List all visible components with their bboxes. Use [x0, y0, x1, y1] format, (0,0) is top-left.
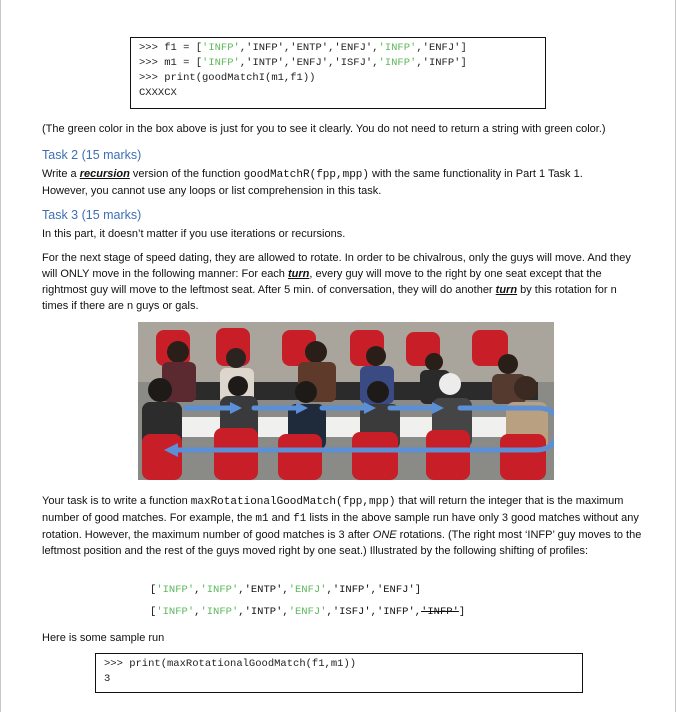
profile-row1-item: 'INFP' — [200, 584, 239, 596]
profile-row1-item: 'INFP' — [332, 584, 371, 596]
struck-profile: 'INFP' — [421, 606, 459, 618]
sample-code-output: 3 — [104, 673, 111, 685]
code-sample-box — [130, 37, 546, 109]
profile-row1-item: 'ENTP' — [244, 584, 283, 596]
profile-row2-item: 'ENFJ' — [288, 606, 327, 618]
profile-row1-item: 'ENFJ' — [376, 584, 415, 596]
sample-run-code-box — [95, 653, 583, 693]
task2-heading: Task 2 (15 marks) — [42, 148, 142, 162]
profile-row2-item: 'ISFJ' — [332, 606, 371, 618]
f1-list-item: 'INFP' — [378, 42, 417, 54]
profiles-row-1: ['INFP','INFP','ENTP','ENFJ','INFP','ENFJ'] — [150, 584, 422, 596]
task3-rotation-rules: For the next stage of speed dating, they are allowed to rotate. In order to be chivalrous, only the guys will move. And they will ONLY move in the following manner: For each turn, every guy will move to the right by one seat except that the rightmost guy will move to the leftmost seat. After 5 min. of conversation, they will do another turn by this rotation for n times if there are n guys or gals. — [42, 252, 631, 312]
profiles-row-2-items: 'INFP','INFP','INTP','ENFJ','ISFJ','INFP' — [156, 606, 415, 618]
profiles-row-2: ['INFP','INFP','INTP','ENFJ','ISFJ','INFP','INFP'] — [150, 606, 466, 618]
task3-intro: In this part, it doesn’t matter if you use iterations or recursions. — [42, 228, 346, 240]
f1-list-item: 'INFP' — [202, 42, 240, 54]
m1-list-item: 'INFP' — [422, 57, 461, 69]
m1-list-item: 'INTP' — [246, 57, 284, 69]
m1-list-item: 'INFP' — [378, 57, 417, 69]
sample-code-line: >>> print(maxRotationalGoodMatch(f1,m1)) — [104, 658, 357, 670]
profile-row2-item: 'INFP' — [200, 606, 239, 618]
profile-row2-item: 'INFP' — [376, 606, 415, 618]
f1-list-item: 'ENFJ' — [334, 42, 373, 54]
profile-row1-item: 'ENFJ' — [288, 584, 327, 596]
task-description: Your task is to write a function maxRotationalGoodMatch(fpp,mpp) that will return the integer that is the maximum number of good matches. For example, the m1 and f1 lists in the above sample run have only 3 good matches without any rotation. However, the maximum number of good matches is 3 after ONE rotations. (The right most ‘INFP’ guy moves to the leftmost position and the rest of the guys moved right by one seat.) Illustrated by the following shifting of profiles: — [42, 495, 642, 557]
m1-list-item: 'ISFJ' — [334, 57, 373, 69]
m1-list-items: 'INFP','INTP','ENFJ','ISFJ','INFP','INFP' — [202, 57, 461, 69]
profile-row2-item: 'INFP' — [156, 606, 195, 618]
speed-dating-rotation-photo — [138, 322, 554, 480]
code-line-f1: >>> f1 = ['INFP','INFP','ENTP','ENFJ','INFP','ENFJ'] — [139, 42, 467, 54]
code-line-print: >>> print(goodMatchI(m1,f1)) — [139, 72, 316, 84]
green-color-note: (The green color in the box above is just for you to see it clearly. You do not need to return a string with green color.) — [42, 123, 606, 135]
f1-list-item: 'INFP' — [246, 42, 284, 54]
profile-row2-item: 'INTP' — [244, 606, 283, 618]
f1-list-item: 'ENFJ' — [422, 42, 461, 54]
task3-heading: Task 3 (15 marks) — [42, 208, 142, 222]
m1-list-item: 'ENFJ' — [290, 57, 329, 69]
code-line-output: CXXXCX — [139, 87, 177, 99]
f1-list-item: 'ENTP' — [290, 42, 329, 54]
m1-list-item: 'INFP' — [202, 57, 240, 69]
code-line-m1: >>> m1 = ['INFP','INTP','ENFJ','ISFJ','INFP','INFP'] — [139, 57, 467, 69]
sample-run-label: Here is some sample run — [42, 632, 165, 644]
task2-paragraph: Write a recursion version of the function goodMatchR(fpp,mpp) with the same functionality in Part 1 Task 1. However, you cannot use any loops or list comprehension in this task. — [42, 168, 583, 197]
profile-row1-item: 'INFP' — [156, 584, 195, 596]
f1-list-items: 'INFP','INFP','ENTP','ENFJ','INFP','ENFJ' — [202, 42, 461, 54]
profiles-row-1-items: 'INFP','INFP','ENTP','ENFJ','INFP','ENFJ' — [156, 584, 415, 596]
